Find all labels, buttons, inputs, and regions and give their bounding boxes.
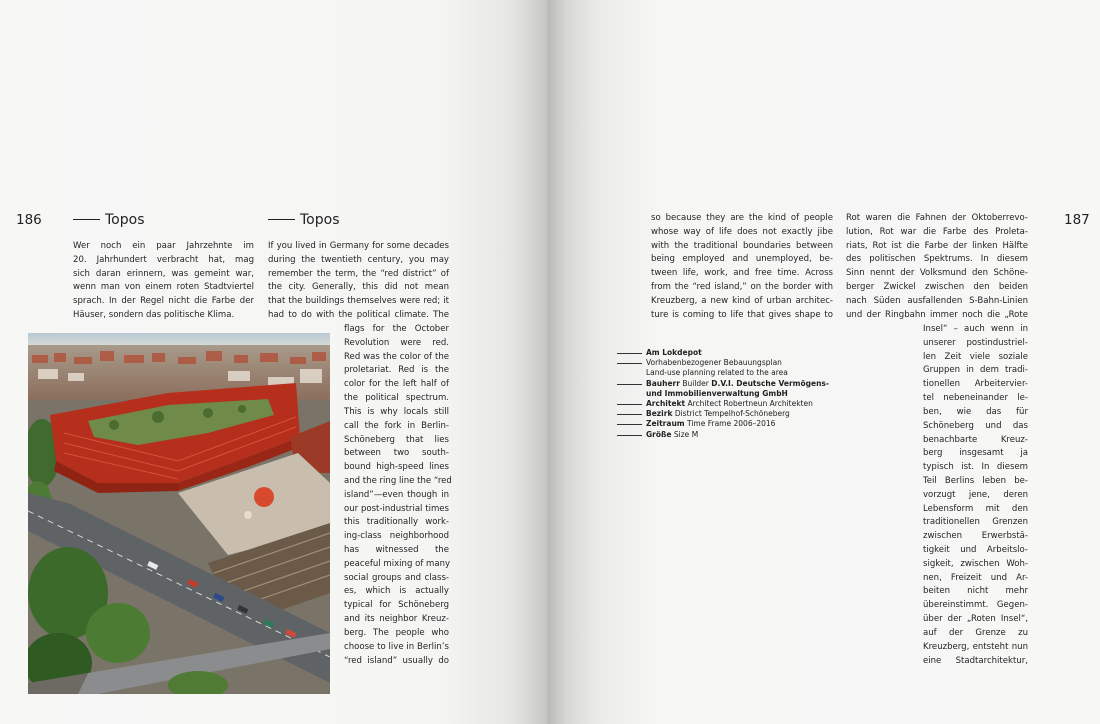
heading-rule — [73, 219, 100, 220]
english-continued-column: so because they are the kind of people whose way of life does not exactly jibe with the traditional boundaries between being employed and unemployed, be- tween life, work, and free time. Across from the “red island,” on the border with Kreuzberg, a new kind of urban architec- ture is coming to life that gives shape to — [651, 213, 833, 320]
credit-rule — [617, 399, 646, 409]
heading-rule — [268, 219, 295, 220]
credit-architect: Architekt Architect Robertneun Architekten — [617, 399, 829, 409]
credit-rule — [617, 430, 646, 440]
credit-size: Größe Size M — [617, 430, 829, 440]
section-heading-de: Topos — [73, 212, 144, 228]
english-intro-column: If you lived in Germany for some decades during the twentieth century, you may remember the term, the “red district” of the city. Generally, this did not mean that the buildings themselves were red; it had to do with the political climate. The — [268, 241, 449, 321]
aerial-photo — [28, 333, 330, 694]
german-intro-column: Wer noch ein paar Jahrzehnte im 20. Jahrhundert verbracht hat, mag sich daran erinnern, was gemeint war, wenn man von einem roten Stadtviertel sprach. In der Regel nicht die Farbe der Häuser, sondern das politische Klima. — [73, 241, 254, 321]
credit-client-cont: und Immobilienverwaltung GmbH — [646, 388, 788, 398]
project-credits — [617, 348, 829, 440]
section-heading-en: Topos — [268, 212, 339, 228]
credit-plan-en: Land-use planning related to the area — [646, 368, 788, 378]
page-number-right: 187 — [1064, 212, 1090, 228]
credit-rule — [617, 348, 646, 358]
credit-rule — [617, 419, 646, 429]
credit-rule — [617, 379, 646, 389]
credit-plan-de: Vorhabenbezogener Bebauungsplan — [617, 358, 829, 368]
credit-period: Zeitraum Time Frame 2006–2016 — [617, 419, 829, 429]
credit-client: Bauherr Builder D.V.I. Deutsche Vermögens- — [617, 379, 829, 389]
english-narrow-column: flags for the October Revolution were red. Red was the color of the proletariat. Red is the color for the left half of the political spectrum. This is why locals still call the fork in Berlin- Schöneberg that lies between two south- bound high-speed lines and the ring line the “red island”—even though in our post-industrial times this traditionally work- ing-class neighborhood has witnessed the peaceful mixing of many social groups and class- es, which is actually typical for Schöneberg and its neighbor Kreuz- berg. The people who choose to live in Berlin’s “red island” usually do — [344, 324, 452, 666]
german-narrow-column: Insel“ – auch wenn in unserer postindustriel- len Zeit viele soziale Gruppen in dem tradi- tionellen Arbeitervier- tel nebeneinander le- ben, wie das für Schöneberg und das benachbarte Kreuz- berg insgesamt ja typisch ist. In diesem Teil Berlins leben be- vorzugt jene, deren Lebensform mit den traditionellen Grenzen zwischen Erwerbstä- tigkeit und Arbeitslo- sigkeit, zwischen Woh- nen, Freizeit und Ar- beiten nicht mehr übereinstimmt. Gegen- über der „Roten Insel“, auf der Grenze zu Kreuzberg, entsteht nun eine Stadtarchitektur, — [923, 324, 1028, 666]
page-number-left: 186 — [16, 212, 42, 228]
credit-district: Bezirk District Tempelhof-Schöneberg — [617, 409, 829, 419]
credit-rule — [617, 409, 646, 419]
credit-rule — [617, 358, 646, 368]
german-wide-column: Rot waren die Fahnen der Oktoberrevo- lution, Rot war die Farbe des Proleta- riats, Rot ist die Farbe der linken Hälfte des politischen Spektrums. In diesem Sinn nennt der Volksmund den Schöne- berger Zwickel zwischen den beiden nach Süden ausfallenden S-Bahn-Linien und der Ringbahn immer noch die „Rote — [846, 213, 1028, 320]
credit-project: Am Lokdepot — [617, 348, 829, 358]
